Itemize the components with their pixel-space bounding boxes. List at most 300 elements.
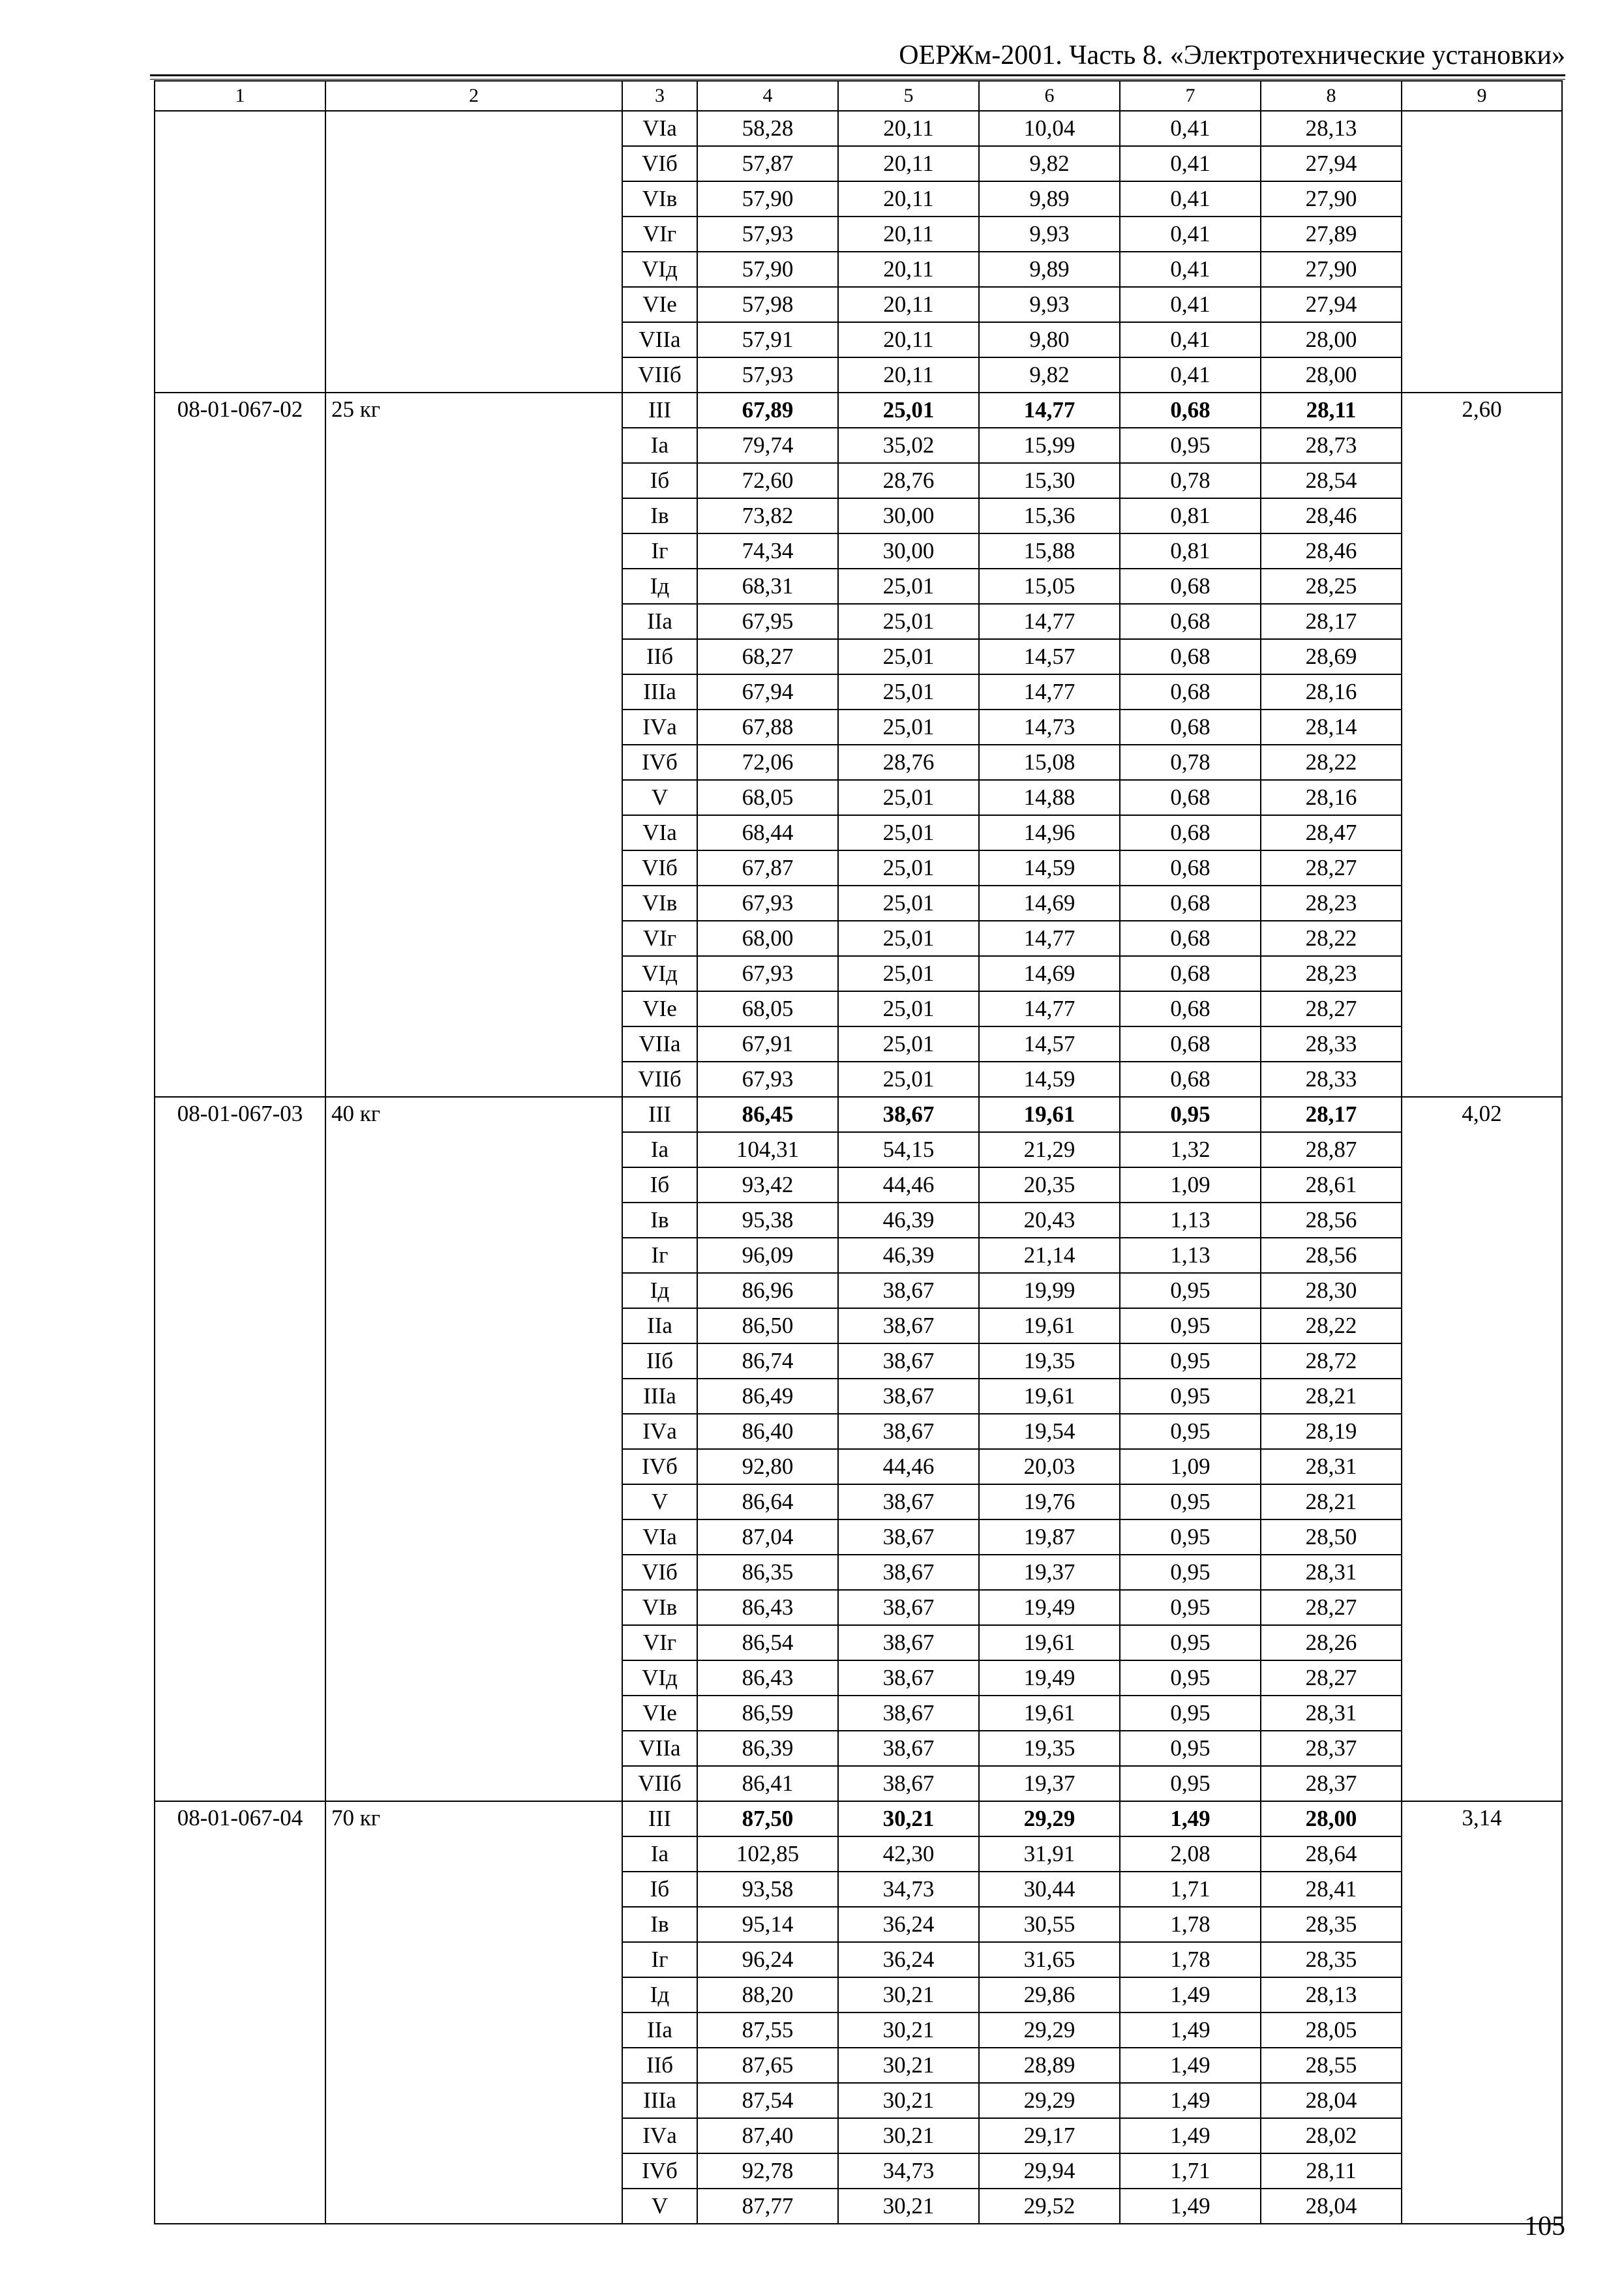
value-cell: 15,30	[979, 463, 1120, 498]
value-cell: 0,68	[1120, 393, 1261, 428]
zone-cell: IVа	[622, 1414, 697, 1449]
value-cell: 28,47	[1261, 815, 1402, 850]
value-cell: 28,27	[1261, 1590, 1402, 1625]
value-cell: 0,95	[1120, 428, 1261, 463]
value-cell: 25,01	[838, 956, 979, 991]
value-cell: 1,49	[1120, 2083, 1261, 2118]
value-cell: 31,91	[979, 1836, 1120, 1872]
value-cell: 1,78	[1120, 1942, 1261, 1977]
value-cell: 19,61	[979, 1308, 1120, 1343]
value-cell: 79,74	[697, 428, 838, 463]
value-cell: 25,01	[838, 569, 979, 604]
zone-cell: Iа	[622, 1836, 697, 1872]
value-cell: 34,73	[838, 1872, 979, 1907]
value-cell: 93,42	[697, 1167, 838, 1203]
zone-cell: VIIб	[622, 1766, 697, 1801]
zone-cell: Iд	[622, 1273, 697, 1308]
value-cell: 30,55	[979, 1907, 1120, 1942]
value-cell: 42,30	[838, 1836, 979, 1872]
value-cell: 28,37	[1261, 1766, 1402, 1801]
value-cell: 1,49	[1120, 2189, 1261, 2224]
value-cell: 15,08	[979, 745, 1120, 780]
value-cell: 30,44	[979, 1872, 1120, 1907]
value-cell: 86,43	[697, 1590, 838, 1625]
value-cell: 20,11	[838, 217, 979, 252]
price-table	[154, 80, 1563, 2224]
zone-cell: VIв	[622, 181, 697, 217]
value-cell: 25,01	[838, 921, 979, 956]
zone-cell: IIIа	[622, 674, 697, 710]
zone-cell: IIа	[622, 604, 697, 639]
value-cell: 0,95	[1120, 1414, 1261, 1449]
zone-cell: IVб	[622, 745, 697, 780]
table-row	[155, 1801, 1562, 1836]
value-cell: 0,68	[1120, 674, 1261, 710]
value-cell: 86,96	[697, 1273, 838, 1308]
value-cell: 28,56	[1261, 1238, 1402, 1273]
value-cell: 87,50	[697, 1801, 838, 1836]
value-cell: 67,89	[697, 393, 838, 428]
value-cell: 14,73	[979, 710, 1120, 745]
zone-cell: VIIа	[622, 1026, 697, 1062]
value-cell: 28,05	[1261, 2012, 1402, 2048]
page-number: 105	[1524, 2211, 1565, 2241]
value-cell: 20,11	[838, 357, 979, 393]
norm-unit	[325, 111, 622, 393]
value-cell: 0,95	[1120, 1097, 1261, 1132]
value-cell: 0,41	[1120, 357, 1261, 393]
value-cell: 38,67	[838, 1519, 979, 1555]
value-cell: 15,05	[979, 569, 1120, 604]
value-cell: 19,87	[979, 1519, 1120, 1555]
value-cell: 25,01	[838, 1026, 979, 1062]
value-cell: 44,46	[838, 1449, 979, 1484]
value-cell: 30,21	[838, 2083, 979, 2118]
zone-cell: Iг	[622, 1238, 697, 1273]
value-cell: 86,59	[697, 1696, 838, 1731]
column-number: 5	[838, 81, 979, 111]
value-cell: 28,21	[1261, 1379, 1402, 1414]
zone-cell: VIIб	[622, 357, 697, 393]
value-cell: 88,20	[697, 1977, 838, 2012]
value-cell: 0,95	[1120, 1484, 1261, 1519]
value-cell: 9,89	[979, 181, 1120, 217]
value-cell: 57,98	[697, 287, 838, 322]
value-cell: 67,93	[697, 956, 838, 991]
value-cell: 14,77	[979, 604, 1120, 639]
value-cell: 28,89	[979, 2048, 1120, 2083]
value-cell: 38,67	[838, 1555, 979, 1590]
value-cell: 29,94	[979, 2153, 1120, 2189]
norm-code: 08-01-067-04	[155, 1801, 325, 2224]
value-cell: 0,41	[1120, 217, 1261, 252]
zone-cell: Iб	[622, 1167, 697, 1203]
zone-cell: VIа	[622, 111, 697, 146]
value-cell: 0,95	[1120, 1660, 1261, 1696]
column-number: 2	[325, 81, 622, 111]
value-cell: 25,01	[838, 850, 979, 886]
value-cell: 0,68	[1120, 569, 1261, 604]
zone-cell: III	[622, 1097, 697, 1132]
value-cell: 28,37	[1261, 1731, 1402, 1766]
value-cell: 14,77	[979, 921, 1120, 956]
value-cell: 25,01	[838, 886, 979, 921]
value-cell: 0,78	[1120, 745, 1261, 780]
value-cell: 0,68	[1120, 956, 1261, 991]
value-cell: 1,71	[1120, 1872, 1261, 1907]
value-cell: 0,41	[1120, 252, 1261, 287]
zone-cell: IIIа	[622, 1379, 697, 1414]
value-cell: 67,95	[697, 604, 838, 639]
value-cell: 0,95	[1120, 1696, 1261, 1731]
price-table-body	[155, 81, 1562, 2224]
value-cell: 1,49	[1120, 1801, 1261, 1836]
value-cell: 0,41	[1120, 322, 1261, 357]
value-cell: 28,00	[1261, 357, 1402, 393]
zone-cell: IIб	[622, 1343, 697, 1379]
value-cell: 30,21	[838, 2118, 979, 2153]
value-cell: 28,76	[838, 463, 979, 498]
value-cell: 92,80	[697, 1449, 838, 1484]
value-cell: 10,04	[979, 111, 1120, 146]
column-number: 9	[1402, 81, 1562, 111]
value-cell: 0,68	[1120, 604, 1261, 639]
zone-cell: Iд	[622, 569, 697, 604]
zone-cell: IVа	[622, 2118, 697, 2153]
value-cell: 29,29	[979, 2012, 1120, 2048]
value-cell: 57,93	[697, 217, 838, 252]
value-cell: 14,59	[979, 1062, 1120, 1097]
zone-cell: VIд	[622, 252, 697, 287]
value-cell: 28,69	[1261, 639, 1402, 674]
zone-cell: III	[622, 1801, 697, 1836]
value-cell: 19,49	[979, 1660, 1120, 1696]
zone-cell: VIб	[622, 146, 697, 181]
value-cell: 86,39	[697, 1731, 838, 1766]
value-cell: 57,90	[697, 252, 838, 287]
value-cell: 0,68	[1120, 639, 1261, 674]
value-cell: 28,31	[1261, 1696, 1402, 1731]
value-cell: 30,00	[838, 533, 979, 569]
value-cell: 38,67	[838, 1660, 979, 1696]
value-cell: 28,13	[1261, 111, 1402, 146]
value-cell: 14,77	[979, 393, 1120, 428]
value-cell: 28,04	[1261, 2083, 1402, 2118]
value-cell: 0,68	[1120, 921, 1261, 956]
value-cell: 34,73	[838, 2153, 979, 2189]
value-cell: 19,76	[979, 1484, 1120, 1519]
value-cell: 25,01	[838, 604, 979, 639]
value-cell: 87,65	[697, 2048, 838, 2083]
value-cell: 19,61	[979, 1379, 1120, 1414]
value-cell: 25,01	[838, 674, 979, 710]
value-cell: 73,82	[697, 498, 838, 533]
value-cell: 38,67	[838, 1731, 979, 1766]
page-header-title: ОЕРЖм-2001. Часть 8. «Электротехнические установки»	[899, 40, 1565, 70]
value-cell: 28,21	[1261, 1484, 1402, 1519]
value-cell: 0,68	[1120, 1062, 1261, 1097]
value-cell: 19,99	[979, 1273, 1120, 1308]
value-cell: 0,95	[1120, 1555, 1261, 1590]
value-cell: 0,68	[1120, 991, 1261, 1026]
value-cell: 15,88	[979, 533, 1120, 569]
value-cell: 0,95	[1120, 1308, 1261, 1343]
value-cell: 31,65	[979, 1942, 1120, 1977]
value-cell: 38,67	[838, 1590, 979, 1625]
value-cell: 36,24	[838, 1907, 979, 1942]
value-cell: 19,35	[979, 1731, 1120, 1766]
value-cell: 86,41	[697, 1766, 838, 1801]
value-cell: 30,00	[838, 498, 979, 533]
value-cell: 19,37	[979, 1555, 1120, 1590]
value-cell: 0,68	[1120, 850, 1261, 886]
value-cell: 19,61	[979, 1625, 1120, 1660]
value-cell: 27,94	[1261, 287, 1402, 322]
value-cell: 0,95	[1120, 1273, 1261, 1308]
value-cell: 0,41	[1120, 111, 1261, 146]
value-cell: 28,87	[1261, 1132, 1402, 1167]
zone-cell: Iб	[622, 463, 697, 498]
value-cell: 27,90	[1261, 181, 1402, 217]
value-cell: 96,24	[697, 1942, 838, 1977]
zone-cell: Iа	[622, 1132, 697, 1167]
value-cell: 74,34	[697, 533, 838, 569]
zone-cell: V	[622, 780, 697, 815]
value-cell: 30,21	[838, 2189, 979, 2224]
value-cell: 28,56	[1261, 1203, 1402, 1238]
value-cell: 25,01	[838, 815, 979, 850]
value-cell: 14,77	[979, 674, 1120, 710]
value-cell: 19,35	[979, 1343, 1120, 1379]
value-cell: 25,01	[838, 991, 979, 1026]
zone-cell: VIIб	[622, 1062, 697, 1097]
value-cell: 29,52	[979, 2189, 1120, 2224]
value-cell: 72,60	[697, 463, 838, 498]
value-cell: 28,13	[1261, 1977, 1402, 2012]
value-cell: 0,68	[1120, 1026, 1261, 1062]
value-cell: 28,27	[1261, 850, 1402, 886]
value-cell: 46,39	[838, 1203, 979, 1238]
value-cell: 68,44	[697, 815, 838, 850]
value-cell: 68,05	[697, 991, 838, 1026]
value-cell: 28,26	[1261, 1625, 1402, 1660]
value-cell: 28,22	[1261, 1308, 1402, 1343]
value-cell: 0,68	[1120, 815, 1261, 850]
value-cell: 28,73	[1261, 428, 1402, 463]
zone-cell: VIб	[622, 1555, 697, 1590]
zone-cell: VIе	[622, 1696, 697, 1731]
value-cell: 93,58	[697, 1872, 838, 1907]
value-cell: 28,76	[838, 745, 979, 780]
value-cell: 28,17	[1261, 604, 1402, 639]
value-cell: 68,05	[697, 780, 838, 815]
zone-cell: VIг	[622, 1625, 697, 1660]
value-cell: 67,93	[697, 1062, 838, 1097]
value-cell: 28,16	[1261, 674, 1402, 710]
value-cell: 86,74	[697, 1343, 838, 1379]
zone-cell: Iа	[622, 428, 697, 463]
value-cell: 20,11	[838, 252, 979, 287]
value-cell: 67,87	[697, 850, 838, 886]
value-cell: 14,69	[979, 886, 1120, 921]
value-cell: 28,46	[1261, 498, 1402, 533]
value-cell: 28,33	[1261, 1026, 1402, 1062]
value-cell: 28,11	[1261, 393, 1402, 428]
value-cell: 86,35	[697, 1555, 838, 1590]
value-cell: 20,11	[838, 146, 979, 181]
value-cell: 95,38	[697, 1203, 838, 1238]
value-cell: 38,67	[838, 1379, 979, 1414]
value-cell: 0,95	[1120, 1343, 1261, 1379]
column-number: 7	[1120, 81, 1261, 111]
zone-cell: VIIа	[622, 322, 697, 357]
value-cell: 1,49	[1120, 2012, 1261, 2048]
norm-unit: 70 кг	[325, 1801, 622, 2224]
value-cell: 1,49	[1120, 2048, 1261, 2083]
zone-cell: Iв	[622, 498, 697, 533]
value-cell: 0,95	[1120, 1625, 1261, 1660]
value-cell: 0,41	[1120, 287, 1261, 322]
value-cell: 104,31	[697, 1132, 838, 1167]
value-cell: 38,67	[838, 1097, 979, 1132]
value-cell: 20,11	[838, 181, 979, 217]
value-cell: 28,00	[1261, 1801, 1402, 1836]
value-cell: 0,95	[1120, 1766, 1261, 1801]
value-cell: 28,27	[1261, 1660, 1402, 1696]
value-cell: 28,19	[1261, 1414, 1402, 1449]
value-cell: 25,01	[838, 1062, 979, 1097]
value-cell: 87,54	[697, 2083, 838, 2118]
zone-cell: IIа	[622, 1308, 697, 1343]
value-cell: 28,04	[1261, 2189, 1402, 2224]
value-cell: 68,00	[697, 921, 838, 956]
value-cell: 67,91	[697, 1026, 838, 1062]
zone-cell: VIа	[622, 1519, 697, 1555]
norm-code: 08-01-067-03	[155, 1097, 325, 1801]
table-row	[155, 1097, 1562, 1132]
value-cell: 28,11	[1261, 2153, 1402, 2189]
value-cell: 28,31	[1261, 1555, 1402, 1590]
value-cell: 28,64	[1261, 1836, 1402, 1872]
value-cell: 28,54	[1261, 463, 1402, 498]
value-cell: 14,57	[979, 1026, 1120, 1062]
value-cell: 21,14	[979, 1238, 1120, 1273]
coefficient-cell: 2,60	[1402, 393, 1562, 1097]
value-cell: 29,17	[979, 2118, 1120, 2153]
value-cell: 14,96	[979, 815, 1120, 850]
value-cell: 86,54	[697, 1625, 838, 1660]
value-cell: 28,61	[1261, 1167, 1402, 1203]
value-cell: 0,95	[1120, 1379, 1261, 1414]
value-cell: 25,01	[838, 780, 979, 815]
value-cell: 28,41	[1261, 1872, 1402, 1907]
norm-code	[155, 111, 325, 393]
value-cell: 68,27	[697, 639, 838, 674]
value-cell: 21,29	[979, 1132, 1120, 1167]
value-cell: 28,02	[1261, 2118, 1402, 2153]
column-number: 4	[697, 81, 838, 111]
value-cell: 1,13	[1120, 1238, 1261, 1273]
value-cell: 15,36	[979, 498, 1120, 533]
value-cell: 28,33	[1261, 1062, 1402, 1097]
value-cell: 0,95	[1120, 1731, 1261, 1766]
value-cell: 72,06	[697, 745, 838, 780]
zone-cell: IVб	[622, 1449, 697, 1484]
value-cell: 19,61	[979, 1097, 1120, 1132]
value-cell: 28,55	[1261, 2048, 1402, 2083]
value-cell: 86,49	[697, 1379, 838, 1414]
value-cell: 9,93	[979, 287, 1120, 322]
value-cell: 20,11	[838, 287, 979, 322]
value-cell: 20,03	[979, 1449, 1120, 1484]
value-cell: 38,67	[838, 1414, 979, 1449]
value-cell: 86,40	[697, 1414, 838, 1449]
value-cell: 30,21	[838, 2012, 979, 2048]
value-cell: 0,68	[1120, 886, 1261, 921]
zone-cell: VIIа	[622, 1731, 697, 1766]
value-cell: 29,86	[979, 1977, 1120, 2012]
zone-cell: Iд	[622, 1977, 697, 2012]
value-cell: 96,09	[697, 1238, 838, 1273]
value-cell: 25,01	[838, 393, 979, 428]
zone-cell: Iв	[622, 1203, 697, 1238]
zone-cell: VIд	[622, 1660, 697, 1696]
value-cell: 36,24	[838, 1942, 979, 1977]
table-row	[155, 393, 1562, 428]
zone-cell: IVб	[622, 2153, 697, 2189]
value-cell: 38,67	[838, 1343, 979, 1379]
value-cell: 1,71	[1120, 2153, 1261, 2189]
value-cell: 30,21	[838, 1977, 979, 2012]
value-cell: 87,40	[697, 2118, 838, 2153]
value-cell: 0,68	[1120, 710, 1261, 745]
zone-cell: V	[622, 2189, 697, 2224]
value-cell: 38,67	[838, 1625, 979, 1660]
value-cell: 38,67	[838, 1273, 979, 1308]
value-cell: 1,09	[1120, 1449, 1261, 1484]
value-cell: 87,04	[697, 1519, 838, 1555]
value-cell: 28,00	[1261, 322, 1402, 357]
value-cell: 28,46	[1261, 533, 1402, 569]
value-cell: 1,32	[1120, 1132, 1261, 1167]
zone-cell: VIг	[622, 217, 697, 252]
value-cell: 15,99	[979, 428, 1120, 463]
value-cell: 28,22	[1261, 921, 1402, 956]
value-cell: 25,01	[838, 639, 979, 674]
value-cell: 28,17	[1261, 1097, 1402, 1132]
value-cell: 28,23	[1261, 886, 1402, 921]
value-cell: 38,67	[838, 1484, 979, 1519]
value-cell: 29,29	[979, 1801, 1120, 1836]
value-cell: 57,90	[697, 181, 838, 217]
zone-cell: Iг	[622, 533, 697, 569]
value-cell: 54,15	[838, 1132, 979, 1167]
value-cell: 87,55	[697, 2012, 838, 2048]
value-cell: 14,69	[979, 956, 1120, 991]
zone-cell: VIд	[622, 956, 697, 991]
value-cell: 86,64	[697, 1484, 838, 1519]
value-cell: 25,01	[838, 710, 979, 745]
value-cell: 67,94	[697, 674, 838, 710]
table-row	[155, 111, 1562, 146]
value-cell: 58,28	[697, 111, 838, 146]
value-cell: 20,11	[838, 111, 979, 146]
value-cell: 86,43	[697, 1660, 838, 1696]
value-cell: 28,27	[1261, 991, 1402, 1026]
zone-cell: IIIа	[622, 2083, 697, 2118]
zone-cell: VIв	[622, 886, 697, 921]
value-cell: 0,95	[1120, 1519, 1261, 1555]
